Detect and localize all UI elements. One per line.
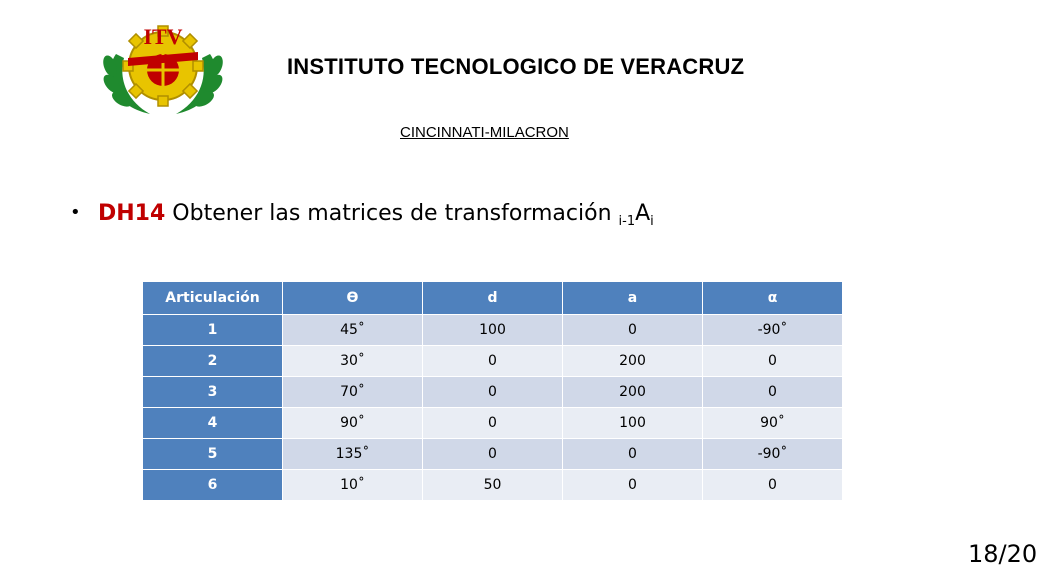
table-cell: 0 xyxy=(563,470,703,501)
table-cell: 50 xyxy=(423,470,563,501)
table-row xyxy=(143,408,843,439)
joint-number: 4 xyxy=(143,408,283,439)
table-header-row xyxy=(143,282,843,315)
table-cell: 200 xyxy=(563,377,703,408)
table-cell: 200 xyxy=(563,346,703,377)
logo-text: ITV xyxy=(143,24,183,49)
table-cell: 10˚ xyxy=(283,470,423,501)
table-cell: 0 xyxy=(703,346,843,377)
table-cell: 0 xyxy=(423,377,563,408)
matrix-symbol: A xyxy=(635,201,651,226)
table-cell: 0 xyxy=(703,377,843,408)
table-row xyxy=(143,470,843,501)
table-cell: 135˚ xyxy=(283,439,423,470)
column-header-a: a xyxy=(563,282,703,315)
matrix-subscript: i xyxy=(650,214,654,229)
joint-number: 1 xyxy=(143,315,283,346)
slide-subtitle: CINCINNATI-MILACRON xyxy=(400,124,569,141)
table-cell: 90˚ xyxy=(283,408,423,439)
matrix-prefix-subscript: i-1 xyxy=(618,214,636,229)
exercise-code: DH14 xyxy=(98,201,166,226)
column-header-d: d xyxy=(423,282,563,315)
table-cell: 0 xyxy=(563,439,703,470)
column-header-theta: Ɵ xyxy=(283,282,423,315)
column-header-alpha: α xyxy=(703,282,843,315)
joint-number: 2 xyxy=(143,346,283,377)
table-cell: 0 xyxy=(423,346,563,377)
table-cell: 0 xyxy=(703,470,843,501)
bullet-dot-icon: • xyxy=(70,202,81,223)
table-cell: 30˚ xyxy=(283,346,423,377)
table-cell: -90˚ xyxy=(703,315,843,346)
exercise-text: Obtener las matrices de transformación xyxy=(172,201,612,226)
table-cell: 90˚ xyxy=(703,408,843,439)
itv-logo xyxy=(98,14,228,118)
column-header-articulacion: Articulación xyxy=(143,282,283,315)
table-row xyxy=(143,315,843,346)
table-cell: 70˚ xyxy=(283,377,423,408)
bullet-item xyxy=(70,201,654,229)
institution-title: INSTITUTO TECNOLOGICO DE VERACRUZ xyxy=(287,54,745,79)
table-row xyxy=(143,439,843,470)
table-cell: 100 xyxy=(563,408,703,439)
page-number: 18/20 xyxy=(968,540,1037,568)
joint-number: 6 xyxy=(143,470,283,501)
joint-number: 5 xyxy=(143,439,283,470)
table-cell: 0 xyxy=(423,439,563,470)
table-cell: 45˚ xyxy=(283,315,423,346)
joint-number: 3 xyxy=(143,377,283,408)
table-row xyxy=(143,377,843,408)
table-cell: 100 xyxy=(423,315,563,346)
table-row xyxy=(143,346,843,377)
table-cell: -90˚ xyxy=(703,439,843,470)
table-cell: 0 xyxy=(423,408,563,439)
dh-parameter-table xyxy=(142,281,843,501)
table-cell: 0 xyxy=(563,315,703,346)
